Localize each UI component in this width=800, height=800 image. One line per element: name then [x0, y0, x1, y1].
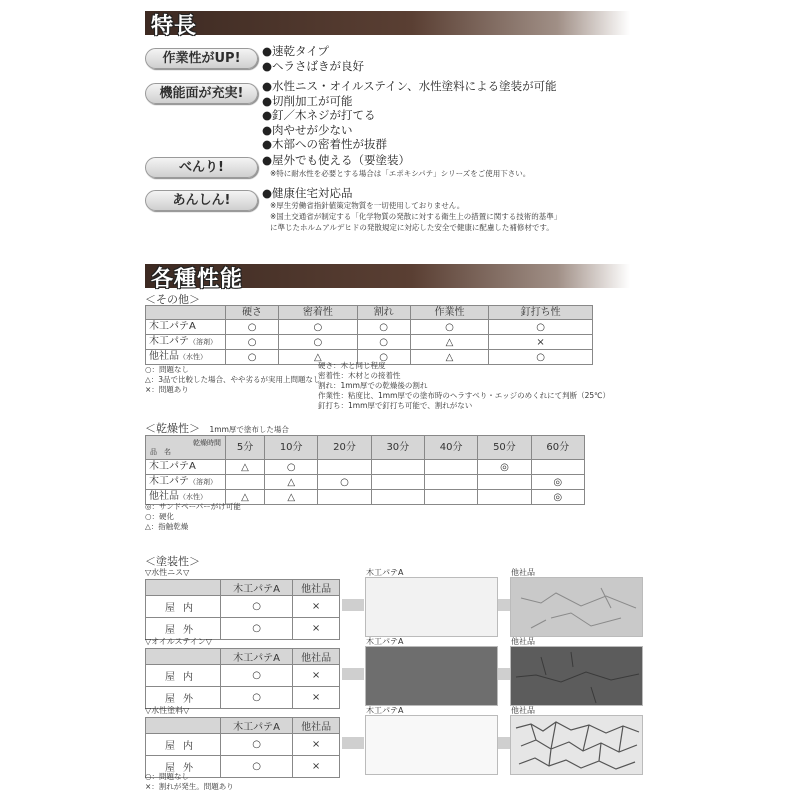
table-cell: △: [226, 460, 265, 475]
table-cell: ◎: [531, 475, 584, 490]
row-label: 他社品（水性）: [146, 350, 226, 365]
legend-item: ×：問題あり: [145, 385, 189, 394]
table-cell: ○: [489, 350, 593, 365]
other-legend: [145, 365, 321, 395]
header-cell: 作業性: [410, 306, 488, 320]
bullet-item: ●屋外でも使える（要塗装）: [262, 153, 411, 167]
row-label: 木工パテ（溶剤）: [146, 475, 226, 490]
table-row: [146, 734, 340, 756]
table-cell: ○: [410, 320, 488, 335]
feature-bullets-workability: [262, 44, 364, 73]
table-cell: [531, 460, 584, 475]
table-cell: ○: [265, 460, 318, 475]
header-cell: 他社品: [293, 580, 340, 596]
table-cell: [371, 460, 424, 475]
row-label: 屋内: [146, 665, 221, 687]
header-cell: 50分: [478, 436, 531, 460]
paint-table-varnish: [145, 579, 340, 640]
table-cell: △: [226, 490, 265, 505]
table-cell: ○: [226, 350, 279, 365]
table-cell: ×: [293, 665, 340, 687]
bullet-item: ●切削加工が可能: [262, 93, 353, 108]
table-cell: ○: [221, 665, 293, 687]
performance-title: 各種性能: [151, 267, 244, 292]
sample-caption: 木工パテA: [366, 706, 404, 715]
feature-bullets-convenient: [262, 153, 410, 168]
table-header-row: [146, 580, 340, 596]
table-cell: [226, 475, 265, 490]
header-cell: 5分: [226, 436, 265, 460]
paint-table-oilstain: [145, 648, 340, 709]
table-cell: ○: [221, 687, 293, 709]
paint-block-title: ▽水性ニス▽: [145, 568, 190, 577]
table-row: [146, 335, 593, 350]
sample-photo-varnish-other: [510, 577, 643, 637]
feature-pill-convenient: べんり!: [145, 157, 258, 178]
table-cell: [318, 490, 371, 505]
header-cell: 木工パテA: [221, 649, 293, 665]
crack-pattern: [511, 578, 642, 636]
feature-pill-function: 機能面が充実!: [145, 83, 258, 104]
paint-table-waterpaint: [145, 717, 340, 778]
header-cell: 硬さ: [226, 306, 279, 320]
table-cell: ○: [221, 596, 293, 618]
feature-bullets-function: [262, 79, 557, 152]
sample-caption: 他社品: [511, 637, 535, 646]
header-cell: 他社品: [293, 649, 340, 665]
bullet-item: ●水性ニス・オイルステイン、水性塗料による塗装が可能: [262, 79, 557, 93]
sample-photo-waterpaint-ours: [365, 715, 498, 775]
table-cell: [478, 475, 531, 490]
sample-caption: 木工パテA: [366, 637, 404, 646]
legend-item: ○：硬化: [145, 512, 175, 521]
table-cell: [371, 475, 424, 490]
table-row: [146, 596, 340, 618]
legend-item: ◎：サンドペーパーがけ可能: [145, 502, 241, 511]
other-table: [145, 305, 593, 365]
sample-photo-oilstain-other: [510, 646, 643, 706]
bullet-item: ●健康住宅対応品: [262, 186, 353, 200]
legend-item: △：3品で比較した場合、やや劣るが実用上問題なし: [145, 375, 321, 384]
paint-block-title: ▽水性塗料▽: [145, 706, 190, 715]
paint-heading: ＜塗装性＞: [145, 555, 200, 568]
table-cell: ×: [293, 618, 340, 640]
header-cell: 密着性: [279, 306, 357, 320]
legend-item: ×：割れが発生。問題あり: [145, 782, 234, 791]
table-cell: △: [279, 350, 357, 365]
header-cell: 他社品: [293, 718, 340, 734]
table-cell: ◎: [478, 460, 531, 475]
feature-note: ※国土交通省が制定する「化学物質の発散に対する衛生上の措置に関する技術的基準」: [270, 212, 562, 221]
legend-item: ○：問題なし: [145, 365, 190, 374]
table-cell: ×: [293, 687, 340, 709]
table-cell: [424, 475, 477, 490]
table-cell: ○: [226, 320, 279, 335]
features-title: 特長: [151, 14, 198, 39]
drying-heading: ＜乾燥性＞ 1mm厚で塗布した場合: [145, 422, 289, 435]
sample-caption: 他社品: [511, 706, 535, 715]
crack-pattern: [511, 647, 642, 705]
row-label: 屋外: [146, 687, 221, 709]
header-cell: 木工パテA: [221, 718, 293, 734]
note-item: 釘打ち：1mm厚で釘打ち可能で、割れがない: [318, 401, 473, 410]
table-cell: ×: [489, 335, 593, 350]
bullet-item: ●釘／木ネジが打てる: [262, 108, 376, 122]
table-header-row: [146, 436, 585, 460]
table-cell: [318, 460, 371, 475]
feature-pill-workability: 作業性がUP!: [145, 48, 258, 69]
features-banner: [145, 11, 630, 39]
sample-caption: 他社品: [511, 568, 535, 577]
sample-caption: 木工パテA: [366, 568, 404, 577]
table-header-row: [146, 718, 340, 734]
feature-note: ※厚生労働省指針値策定物質を一切使用しておりません。: [270, 201, 465, 210]
corner-cell: 乾燥時間 品 名: [146, 436, 226, 460]
table-cell: ○: [279, 320, 357, 335]
row-label: 屋内: [146, 734, 221, 756]
table-cell: ○: [221, 756, 293, 778]
table-cell: △: [410, 350, 488, 365]
table-cell: △: [265, 475, 318, 490]
table-cell: ○: [279, 335, 357, 350]
feature-bullets-safe: [262, 186, 353, 201]
header-cell: 20分: [318, 436, 371, 460]
table-cell: ○: [221, 618, 293, 640]
paint-block-title: ▽オイルステイン▽: [145, 637, 212, 646]
table-row: [146, 665, 340, 687]
other-heading: ＜その他＞: [145, 293, 200, 306]
header-cell: 釘打ち性: [489, 306, 593, 320]
header-cell: 割れ: [357, 306, 410, 320]
bullet-item: ●木部への密着性が抜群: [262, 137, 388, 151]
crack-pattern: [511, 716, 642, 774]
paint-legend: [145, 772, 234, 792]
drying-subheading: 1mm厚で塗布した場合: [209, 425, 289, 434]
table-cell: ○: [357, 320, 410, 335]
table-cell: [424, 460, 477, 475]
table-cell: ◎: [531, 490, 584, 505]
performance-banner: [145, 264, 630, 292]
table-cell: △: [410, 335, 488, 350]
sample-photo-oilstain-ours: [365, 646, 498, 706]
row-label: 他社品（水性）: [146, 490, 226, 505]
row-label: 屋外: [146, 618, 221, 640]
header-cell: [146, 306, 226, 320]
connector-bar: [342, 737, 364, 749]
bullet-item: ●速乾タイプ: [262, 44, 329, 58]
table-cell: ○: [357, 335, 410, 350]
note-item: 密着性：木材との接着性: [318, 371, 401, 380]
table-cell: ○: [221, 734, 293, 756]
note-item: 硬さ：木と同じ程度: [318, 361, 386, 370]
header-cell: 60分: [531, 436, 584, 460]
legend-item: △：指触乾燥: [145, 522, 189, 531]
table-header-row: [146, 306, 593, 320]
other-notes: [318, 361, 610, 411]
table-cell: ×: [293, 596, 340, 618]
legend-item: ○：問題なし: [145, 772, 190, 781]
feature-pill-safe: あんしん!: [145, 190, 258, 211]
feature-note: ※特に耐水性を必要とする場合は「エポキシパテ」シリーズをご使用下さい。: [270, 169, 531, 178]
header-cell: [146, 649, 221, 665]
header-cell: 40分: [424, 436, 477, 460]
feature-note: に準じたホルムアルデヒドの発散規定に対応した安全で健康に配慮した補修材です。: [270, 223, 554, 232]
row-label: 木工パテ（溶剤）: [146, 335, 226, 350]
note-item: 作業性：粘度比、1mm厚での塗布時のヘラすべり・エッジのめくれにて判断（25℃）: [318, 391, 611, 400]
table-cell: ○: [357, 350, 410, 365]
header-cell: [146, 580, 221, 596]
sample-photo-waterpaint-other: [510, 715, 643, 775]
note-item: 割れ：1mm厚での乾燥後の割れ: [318, 381, 428, 390]
row-label: 木工パテA: [146, 460, 226, 475]
header-cell: 木工パテA: [221, 580, 293, 596]
bullet-item: ●肉やせが少ない: [262, 122, 353, 137]
table-cell: △: [265, 490, 318, 505]
table-cell: [371, 490, 424, 505]
drying-legend: [145, 502, 241, 532]
table-cell: ×: [293, 756, 340, 778]
table-header-row: [146, 649, 340, 665]
sample-photo-varnish-ours: [365, 577, 498, 637]
table-row: [146, 460, 585, 475]
bullet-item: ●ヘラさばきが良好: [262, 58, 365, 73]
header-cell: 30分: [371, 436, 424, 460]
row-label: 屋内: [146, 596, 221, 618]
table-row: [146, 320, 593, 335]
table-row: [146, 475, 585, 490]
connector-bar: [342, 599, 364, 611]
drying-table: [145, 435, 585, 505]
table-cell: [478, 490, 531, 505]
header-cell: [146, 718, 221, 734]
connector-bar: [342, 668, 364, 680]
table-cell: ○: [226, 335, 279, 350]
table-cell: [424, 490, 477, 505]
header-cell: 10分: [265, 436, 318, 460]
row-label: 木工パテA: [146, 320, 226, 335]
table-cell: ○: [489, 320, 593, 335]
row-label: 屋外: [146, 756, 221, 778]
table-cell: ×: [293, 734, 340, 756]
table-cell: ○: [318, 475, 371, 490]
